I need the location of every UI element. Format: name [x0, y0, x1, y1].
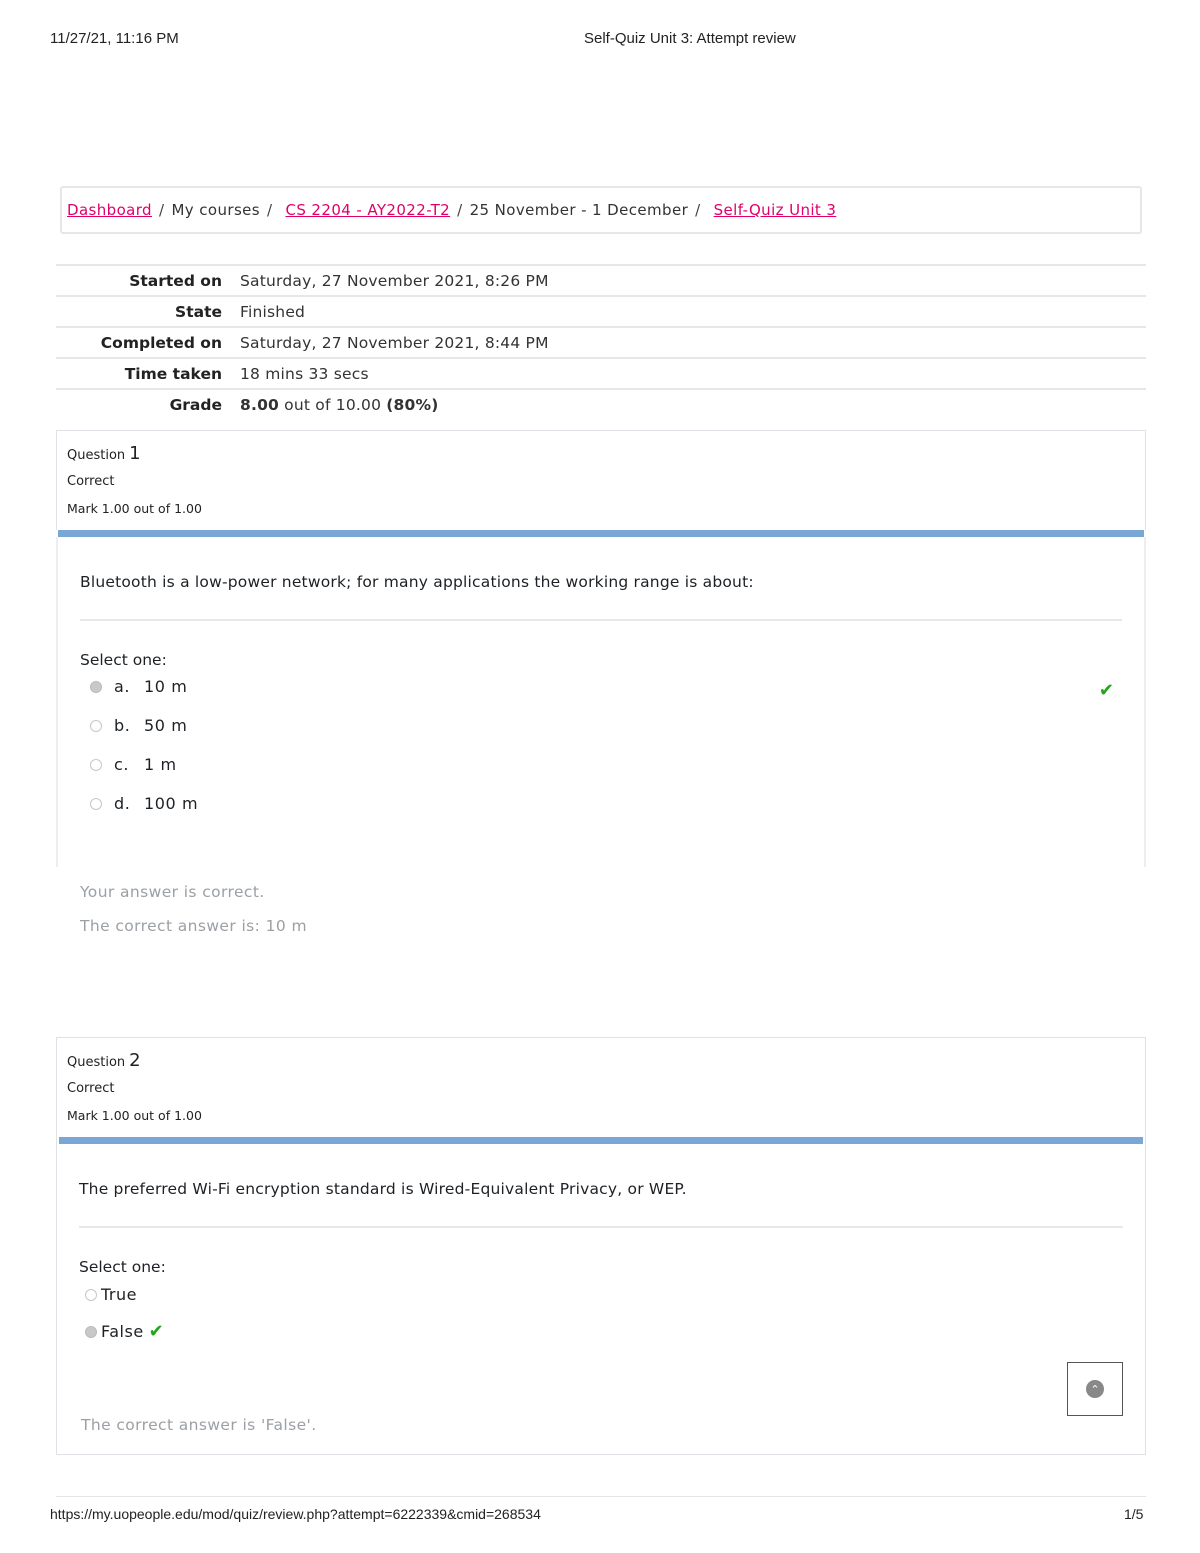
option-c-radio[interactable] [90, 759, 102, 771]
state-value: Finished [240, 296, 1146, 327]
question-accent-bar [59, 1137, 1143, 1144]
chevron-up-circle-icon: ⌃ [1086, 1380, 1104, 1398]
option-a-letter: a. [114, 677, 131, 696]
correct-answer-text: The correct answer is 'False'. [81, 1416, 317, 1434]
completed-value: Saturday, 27 November 2021, 8:44 PM [240, 327, 1146, 358]
time-label: Time taken [56, 358, 240, 389]
option-true-radio[interactable] [85, 1289, 97, 1301]
option-d[interactable] [80, 784, 1122, 823]
question-label: Question [67, 448, 126, 463]
attempt-summary-table [56, 264, 1146, 419]
question-number: 2 [129, 1050, 141, 1071]
print-datetime: 11/27/21, 11:16 PM [50, 30, 179, 47]
question-2 [56, 1037, 1146, 1455]
summary-row-completed [56, 327, 1146, 358]
correct-answer-text: The correct answer is: 10 m [80, 917, 307, 935]
summary-row-grade [56, 389, 1146, 419]
option-c-text: 1 m [144, 755, 177, 774]
option-d-letter: d. [114, 794, 131, 813]
option-b-text: 50 m [144, 716, 188, 735]
option-a[interactable] [80, 667, 1122, 706]
question-status: Correct [67, 1081, 115, 1096]
question-text: Bluetooth is a low-power network; for many applications the working range is about: [80, 537, 1122, 621]
select-one-label: Select one: [80, 651, 167, 669]
question-number: 1 [129, 443, 141, 464]
question-mark: Mark 1.00 out of 1.00 [67, 501, 202, 516]
print-url: https://my.uopeople.edu/mod/quiz/review.php?attempt=6222339&cmid=268534 [50, 1506, 541, 1522]
started-label: Started on [56, 265, 240, 296]
summary-row-started [56, 265, 1146, 296]
check-icon: ✔ [1098, 680, 1114, 701]
question-content [56, 537, 1146, 867]
option-c[interactable] [80, 745, 1122, 784]
option-d-radio[interactable] [90, 798, 102, 810]
option-a-radio[interactable] [90, 681, 102, 693]
breadcrumb [60, 186, 1142, 234]
question-label: Question [67, 1055, 126, 1070]
breadcrumb-separator: / [695, 201, 701, 219]
grade-value [240, 389, 1146, 419]
question-info [56, 430, 1146, 530]
breadcrumb-dashboard-link[interactable]: Dashboard [67, 201, 152, 219]
grade-out-of: out of 10.00 [279, 395, 387, 414]
state-label: State [56, 296, 240, 327]
breadcrumb-quiz-link[interactable]: Self-Quiz Unit 3 [713, 201, 837, 219]
option-true-text: True [101, 1285, 137, 1304]
option-b-letter: b. [114, 716, 131, 735]
summary-row-state [56, 296, 1146, 327]
question-accent-bar [58, 530, 1144, 537]
check-icon: ✔ [148, 1321, 165, 1342]
question-content [57, 1144, 1145, 1390]
breadcrumb-separator: / [158, 201, 165, 219]
select-one-label: Select one: [79, 1258, 166, 1276]
started-value: Saturday, 27 November 2021, 8:26 PM [240, 265, 1146, 296]
option-b[interactable] [80, 706, 1122, 745]
time-value: 18 mins 33 secs [240, 358, 1146, 389]
summary-row-time [56, 358, 1146, 389]
completed-label: Completed on [56, 327, 240, 358]
print-page-number: 1/5 [1124, 1506, 1144, 1522]
question-status: Correct [67, 474, 115, 489]
option-c-letter: c. [114, 755, 130, 774]
breadcrumb-my-courses: My courses [171, 201, 260, 219]
option-false-radio[interactable] [85, 1326, 97, 1338]
scroll-to-top-button[interactable] [1067, 1362, 1123, 1416]
option-true[interactable] [79, 1276, 1123, 1313]
footer-divider [56, 1496, 1146, 1497]
breadcrumb-separator: / [457, 201, 463, 219]
print-title: Self-Quiz Unit 3: Attempt review [584, 30, 796, 47]
option-false[interactable] [79, 1313, 1123, 1350]
breadcrumb-week: 25 November - 1 December [469, 201, 689, 219]
question-mark: Mark 1.00 out of 1.00 [67, 1108, 202, 1123]
question-text: The preferred Wi-Fi encryption standard is Wired-Equivalent Privacy, or WEP. [79, 1144, 1123, 1228]
grade-label: Grade [56, 389, 240, 419]
option-d-text: 100 m [144, 794, 199, 813]
question-info [57, 1037, 1145, 1137]
breadcrumb-separator: / [267, 201, 273, 219]
breadcrumb-course-link[interactable]: CS 2204 - AY2022-T2 [285, 201, 451, 219]
option-b-radio[interactable] [90, 720, 102, 732]
grade-score: 8.00 [240, 395, 280, 414]
option-a-text: 10 m [144, 677, 188, 696]
feedback-text: Your answer is correct. [80, 883, 265, 901]
question-1 [56, 430, 1146, 935]
grade-percent: (80%) [386, 395, 439, 414]
option-false-text: False [101, 1322, 144, 1341]
